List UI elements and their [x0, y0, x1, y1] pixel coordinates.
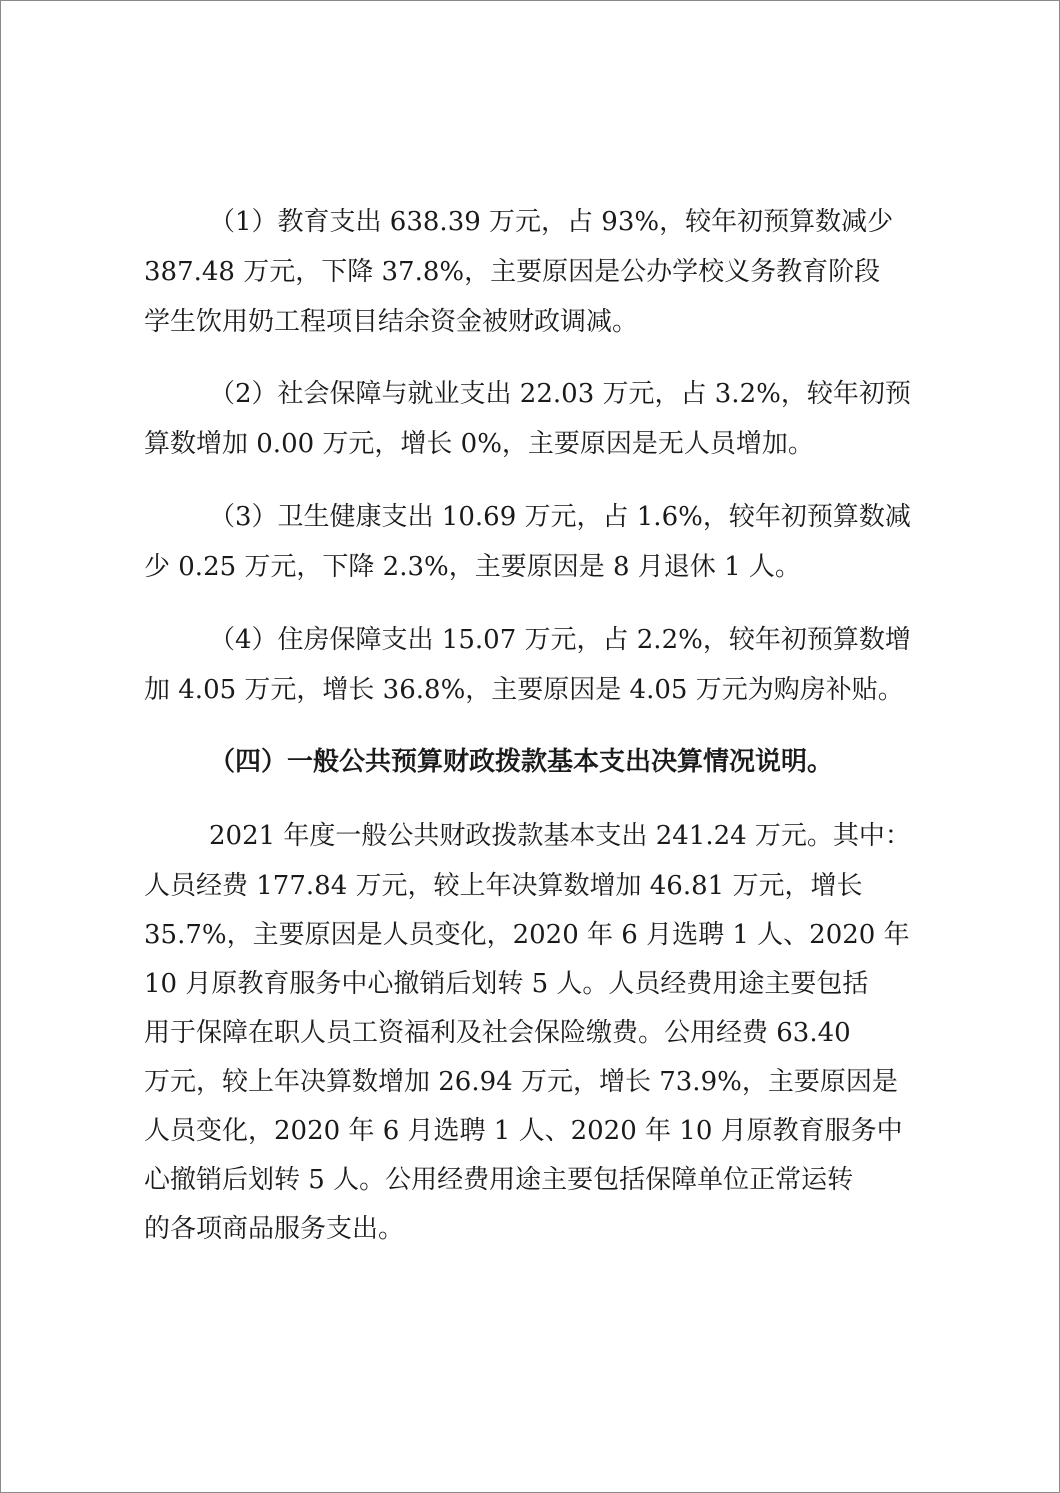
text-line: 35.7%，主要原因是人员变化，2020 年 6 月选聘 1 人、2020 年 [144, 920, 910, 950]
text-line: 算数增加 0.00 万元，增长 0%，主要原因是无人员增加。 [144, 429, 814, 459]
text-line: 10 月原教育服务中心撤销后划转 5 人。人员经费用途主要包括 [144, 969, 869, 999]
text-line: 387.48 万元，下降 37.8%，主要原因是公办学校义务教育阶段 [144, 257, 881, 287]
text-line: 心撤销后划转 5 人。公用经费用途主要包括保障单位正常运转 [144, 1165, 854, 1195]
text-line: 用于保障在职人员工资福利及社会保险缴费。公用经费 63.40 [144, 1018, 851, 1048]
text-line: 2021 年度一般公共财政拨款基本支出 241.24 万元。其中： [209, 821, 911, 851]
text-line: 人员经费 177.84 万元，较上年决算数增加 46.81 万元，增长 [144, 871, 863, 901]
text-line: 人员变化，2020 年 6 月选聘 1 人、2020 年 10 月原教育服务中 [144, 1116, 903, 1146]
section-heading: （四）一般公共预算财政拨款基本支出决算情况说明。 [209, 747, 834, 777]
text-line: （2）社会保障与就业支出 22.03 万元，占 3.2%，较年初预 [209, 379, 911, 409]
text-line: （4）住房保障支出 15.07 万元，占 2.2%，较年初预算数增 [209, 625, 911, 655]
text-line: 少 0.25 万元，下降 2.3%，主要原因是 8 月退休 1 人。 [144, 552, 801, 582]
paragraph-basic-expenditure [1, 1, 1059, 1492]
text-line: （1）教育支出 638.39 万元，占 93%，较年初预算数减少 [209, 207, 894, 237]
text-line: 学生饮用奶工程项目结余资金被财政调减。 [144, 307, 639, 337]
text-line: 的各项商品服务支出。 [144, 1214, 405, 1244]
text-line: （3）卫生健康支出 10.69 万元，占 1.6%，较年初预算数减 [209, 502, 911, 532]
text-line: 万元，较上年决算数增加 26.94 万元，增长 73.9%，主要原因是 [144, 1067, 898, 1097]
text-line: 加 4.05 万元，增长 36.8%，主要原因是 4.05 万元为购房补贴。 [144, 675, 904, 705]
